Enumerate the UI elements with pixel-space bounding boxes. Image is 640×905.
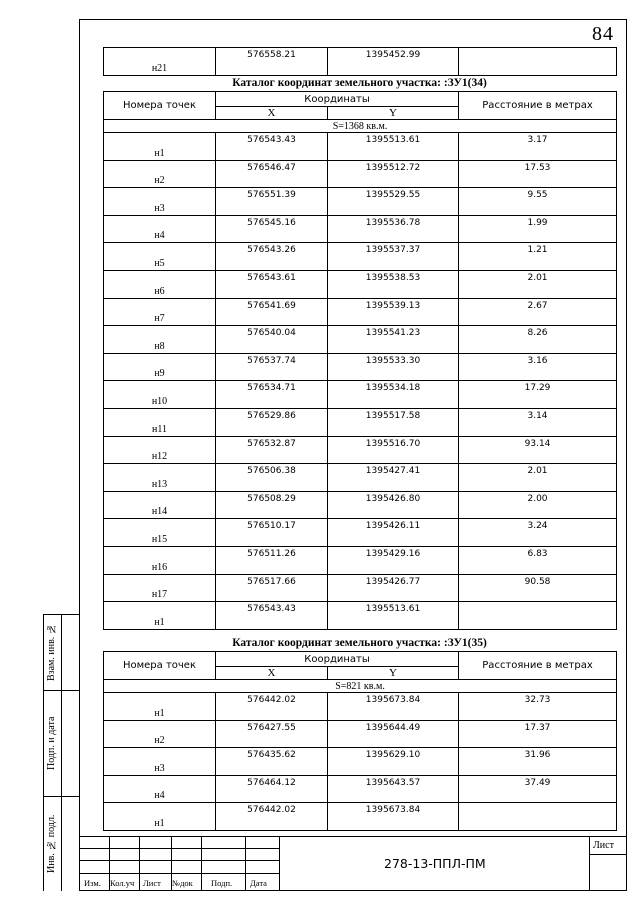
distance-cell: 90.58: [459, 574, 617, 602]
table-row: [104, 803, 617, 831]
y-header: Y: [328, 667, 459, 680]
table-row: [104, 693, 617, 721]
x-cell: 576543.61: [216, 270, 328, 298]
distance-cell: 31.96: [459, 748, 617, 776]
x-header: X: [216, 107, 328, 120]
distance-cell: 93.14: [459, 436, 617, 464]
distance-cell: [459, 803, 617, 831]
point-cell: н1: [104, 602, 216, 630]
table-row: [104, 381, 617, 409]
y-cell: 1395516.70: [328, 436, 459, 464]
kol-label: Кол.уч: [110, 878, 135, 888]
point-cell: н1: [104, 803, 216, 831]
sign-label: Подп.: [211, 878, 233, 888]
point-cell: н1: [104, 133, 216, 161]
distance-cell: 3.14: [459, 408, 617, 436]
table-row: [104, 48, 617, 76]
table-row: [104, 775, 617, 803]
x-cell: 576545.16: [216, 215, 328, 243]
y-cell: 1395537.37: [328, 243, 459, 271]
distance-cell: 3.24: [459, 519, 617, 547]
y-cell: 1395513.61: [328, 602, 459, 630]
catalog-title: Каталог координат земельного участка: :ЗУ1(35): [232, 637, 487, 649]
x-cell: 576532.87: [216, 436, 328, 464]
y-header: Y: [328, 107, 459, 120]
point-cell: н6: [104, 270, 216, 298]
point-cell: н14: [104, 491, 216, 519]
distance-cell: 32.73: [459, 693, 617, 721]
point-cell: н12: [104, 436, 216, 464]
distance-cell: 6.83: [459, 546, 617, 574]
point-cell: н3: [104, 748, 216, 776]
y-cell: 1395673.84: [328, 803, 459, 831]
distance-cell: 9.55: [459, 188, 617, 216]
x-cell: 576510.17: [216, 519, 328, 547]
point-cell: н5: [104, 243, 216, 271]
point-cell: н13: [104, 464, 216, 492]
x-cell: 576541.69: [216, 298, 328, 326]
area-row: S=1368 кв.м.: [104, 120, 617, 133]
catalog-body: [104, 133, 617, 630]
catalog-body: [104, 693, 617, 831]
x-cell: 576546.47: [216, 160, 328, 188]
sheet-label: Лист: [593, 840, 614, 851]
y-cell: 1395512.72: [328, 160, 459, 188]
x-cell: 576442.02: [216, 693, 328, 721]
table-row: [104, 160, 617, 188]
y-cell: 1395517.58: [328, 408, 459, 436]
y-cell: 1395643.57: [328, 775, 459, 803]
point-cell: н10: [104, 381, 216, 409]
distance-cell: [459, 602, 617, 630]
distance-cell: 2.01: [459, 270, 617, 298]
table-row: [104, 298, 617, 326]
x-cell: 576442.02: [216, 803, 328, 831]
signature-date-label: Подп. и дата: [46, 716, 57, 770]
x-cell: 576558.21: [216, 48, 328, 76]
table-row: [104, 408, 617, 436]
distance-cell: 3.16: [459, 353, 617, 381]
catalog-title: Каталог координат земельного участка: :ЗУ1(34): [232, 77, 487, 89]
coords-header: Координаты: [216, 652, 459, 667]
table-row: [104, 215, 617, 243]
izm-label: Изм.: [84, 878, 101, 888]
y-cell: 1395644.49: [328, 720, 459, 748]
doc-label: №док: [172, 878, 193, 888]
x-cell: 576551.39: [216, 188, 328, 216]
x-cell: 576529.86: [216, 408, 328, 436]
x-cell: 576540.04: [216, 326, 328, 354]
y-cell: 1395673.84: [328, 693, 459, 721]
x-cell: 576508.29: [216, 491, 328, 519]
y-cell: 1395534.18: [328, 381, 459, 409]
distance-cell: 3.17: [459, 133, 617, 161]
x-cell: 576464.12: [216, 775, 328, 803]
x-cell: 576427.55: [216, 720, 328, 748]
y-cell: 1395629.10: [328, 748, 459, 776]
x-header: X: [216, 667, 328, 680]
y-cell: 1395452.99: [328, 48, 459, 76]
y-cell: 1395529.55: [328, 188, 459, 216]
point-cell: н1: [104, 693, 216, 721]
table-row: [104, 574, 617, 602]
point-cell: н2: [104, 720, 216, 748]
point-cell: н7: [104, 298, 216, 326]
points-header: Номера точек: [104, 652, 216, 680]
distance-header: Расстояние в метрах: [459, 92, 617, 120]
point-cell: н9: [104, 353, 216, 381]
table-row: [104, 188, 617, 216]
distance-cell: 8.26: [459, 326, 617, 354]
points-header: Номера точек: [104, 92, 216, 120]
distance-cell: 2.67: [459, 298, 617, 326]
point-cell: н11: [104, 408, 216, 436]
table-row: [104, 133, 617, 161]
distance-cell: [459, 48, 617, 76]
table-row: [104, 491, 617, 519]
distance-cell: 17.29: [459, 381, 617, 409]
table-row: [104, 353, 617, 381]
distance-cell: 2.01: [459, 464, 617, 492]
inventory-label: Инв. № подл.: [46, 814, 57, 874]
area-row: S=821 кв.м.: [104, 680, 617, 693]
point-cell: н17: [104, 574, 216, 602]
y-cell: 1395427.41: [328, 464, 459, 492]
table-row: [104, 546, 617, 574]
title-block: [79, 836, 627, 891]
point-cell: н3: [104, 188, 216, 216]
x-cell: 576543.26: [216, 243, 328, 271]
distance-cell: 37.49: [459, 775, 617, 803]
x-cell: 576506.38: [216, 464, 328, 492]
table-row: [104, 748, 617, 776]
distance-cell: 17.53: [459, 160, 617, 188]
point-cell: н4: [104, 775, 216, 803]
distance-cell: 1.99: [459, 215, 617, 243]
point-cell: н15: [104, 519, 216, 547]
list-label: Лист: [143, 878, 161, 888]
table-row: [104, 326, 617, 354]
x-cell: 576511.26: [216, 546, 328, 574]
y-cell: 1395538.53: [328, 270, 459, 298]
y-cell: 1395536.78: [328, 215, 459, 243]
distance-header: Расстояние в метрах: [459, 652, 617, 680]
x-cell: 576534.71: [216, 381, 328, 409]
table-row: [104, 436, 617, 464]
point-cell: н2: [104, 160, 216, 188]
document-code: 278-13-ППЛ-ПМ: [384, 856, 486, 871]
table-row: [104, 720, 617, 748]
y-cell: 1395541.23: [328, 326, 459, 354]
table-row: [104, 270, 617, 298]
y-cell: 1395426.11: [328, 519, 459, 547]
distance-cell: 17.37: [459, 720, 617, 748]
catalog-table: [103, 91, 617, 630]
point-cell: н16: [104, 546, 216, 574]
point-cell: н8: [104, 326, 216, 354]
coords-header: Координаты: [216, 92, 459, 107]
x-cell: 576543.43: [216, 133, 328, 161]
date-label: Дата: [250, 878, 267, 888]
continuation-table: [103, 47, 617, 76]
y-cell: 1395426.77: [328, 574, 459, 602]
point-cell: н4: [104, 215, 216, 243]
x-cell: 576537.74: [216, 353, 328, 381]
table-row: [104, 602, 617, 630]
table-row: [104, 519, 617, 547]
x-cell: 576517.66: [216, 574, 328, 602]
y-cell: 1395426.80: [328, 491, 459, 519]
page-number: 84: [592, 23, 614, 45]
vzam-label: Взам. инв. №: [46, 623, 57, 681]
x-cell: 576543.43: [216, 602, 328, 630]
x-cell: 576435.62: [216, 748, 328, 776]
left-stamp-strip: [43, 614, 79, 891]
y-cell: 1395513.61: [328, 133, 459, 161]
distance-cell: 2.00: [459, 491, 617, 519]
point-cell: н21: [104, 48, 216, 76]
table-row: [104, 243, 617, 271]
y-cell: 1395539.13: [328, 298, 459, 326]
y-cell: 1395533.30: [328, 353, 459, 381]
y-cell: 1395429.16: [328, 546, 459, 574]
catalog-table: [103, 651, 617, 831]
distance-cell: 1.21: [459, 243, 617, 271]
table-row: [104, 464, 617, 492]
